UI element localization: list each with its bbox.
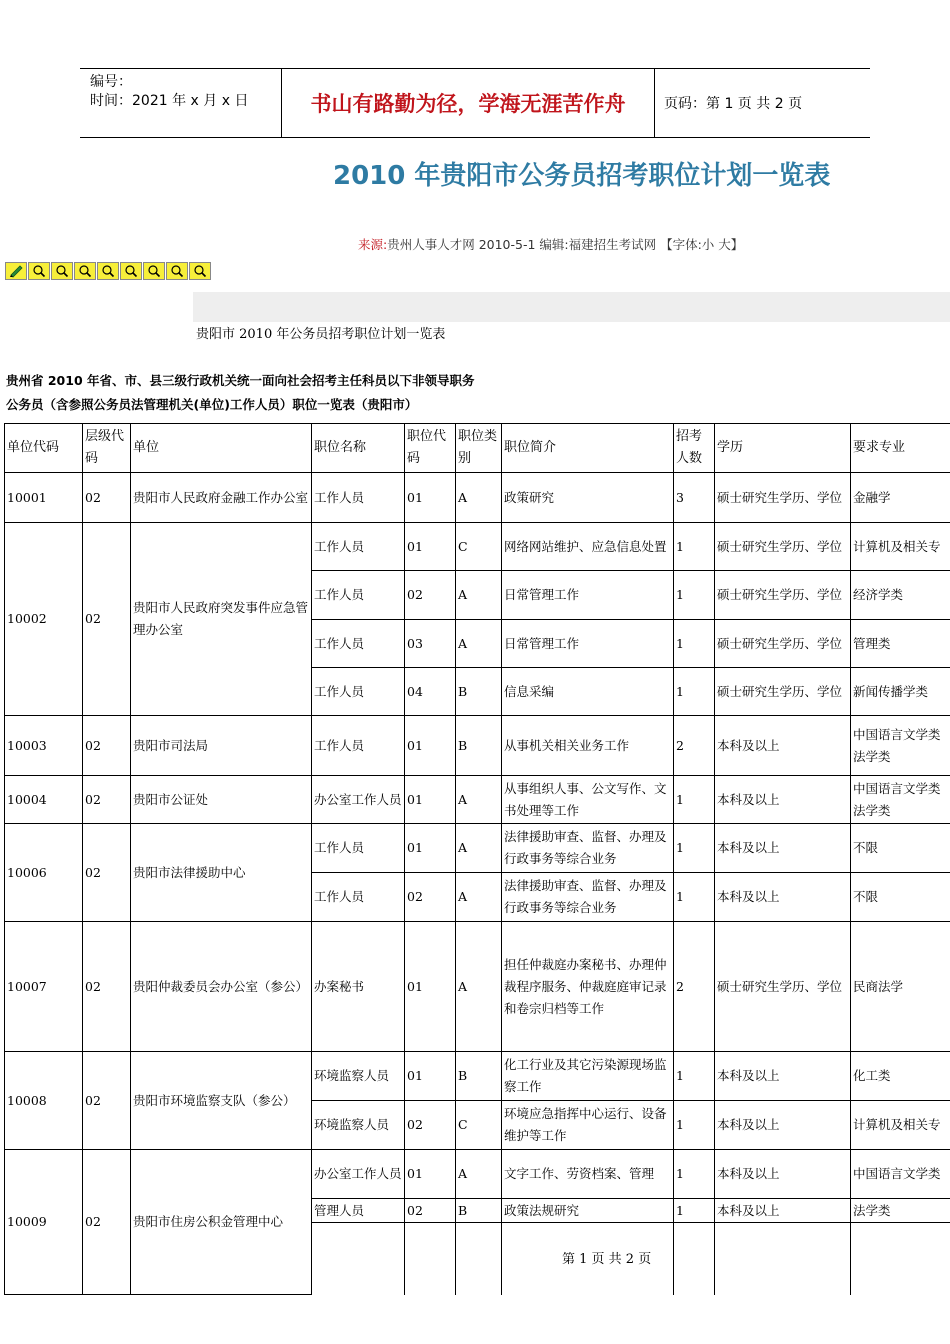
cell-level-code: 02 [83,473,131,523]
cell-position-type: C [456,1101,502,1150]
cell-position-type: A [456,824,502,873]
cell-description: 法律援助审查、监督、办理及行政事务等综合业务 [502,873,674,922]
cell-position-name: 环境监察人员 [312,1101,405,1150]
cell-description: 日常管理工作 [502,620,674,668]
cell-position-name: 办公室工作人员 [312,1150,405,1199]
table-title-line2: 公务员（含参照公务员法管理机关(单位)工作人员）职位一览表（贵阳市） [6,397,418,412]
cell-count: 1 [674,1101,715,1150]
pen-icon[interactable] [143,262,165,280]
date-label: 时间：2021 年 x 月 x 日 [90,93,249,109]
cell-position-name: 办案秘书 [312,922,405,1052]
cell-position-type: B [456,1199,502,1223]
cell-unit-code: 10003 [5,716,83,776]
cell-position-name: 工作人员 [312,824,405,873]
cell-education: 本科及以上 [715,1199,851,1223]
cell-major: 管理类 [851,620,950,668]
cell-unit: 贵阳市住房公积金管理中心 [131,1150,312,1295]
cell-count: 1 [674,523,715,571]
cell-level-code: 02 [83,922,131,1052]
cell-position-code: 01 [405,1052,456,1101]
cell-unit-code: 10007 [5,922,83,1052]
cell-position-code: 02 [405,873,456,922]
cell-level-code: 02 [83,716,131,776]
cell-count: 1 [674,668,715,716]
cell-education: 硕士研究生学历、学位 [715,668,851,716]
number-label: 编号： [90,74,132,90]
toolbar [5,262,212,280]
cell-major: 不限 [851,873,950,922]
table-row [5,473,950,523]
cell-description: 担任仲裁庭办案秘书、办理仲裁程序服务、仲裁庭庭审记录和卷宗归档等工作 [502,922,674,1052]
cell-unit: 贵阳市环境监察支队（参公） [131,1052,312,1150]
pen-icon[interactable] [28,262,50,280]
cell-unit: 贵阳市司法局 [131,716,312,776]
cell-position-name: 办公室工作人员 [312,776,405,824]
cell-description: 网络网站维护、应急信息处置 [502,523,674,571]
cell-level-code: 02 [83,1052,131,1150]
cell-unit-code: 10008 [5,1052,83,1150]
cell-education: 本科及以上 [715,1101,851,1150]
cell-count: 1 [674,824,715,873]
cell-major: 计算机及相关专 [851,1101,950,1150]
cell-position-code: 01 [405,716,456,776]
cell-position-type: A [456,1150,502,1199]
cell-unit: 贵阳市人民政府金融工作办公室 [131,473,312,523]
cell-education: 硕士研究生学历、学位 [715,571,851,620]
cell-major: 中国语言文学类 [851,1150,950,1199]
cell-major: 不限 [851,824,950,873]
cell-description: 从事机关相关业务工作 [502,716,674,776]
cell-position-code: 01 [405,523,456,571]
cell-count: 3 [674,473,715,523]
column-header: 职位名称 [312,424,405,473]
cell-position-code: 01 [405,776,456,824]
cell-education: 本科及以上 [715,716,851,776]
positions-table [4,423,950,1295]
cell-description: 从事组织人事、公文写作、文书处理等工作 [502,776,674,824]
cell-position-name: 工作人员 [312,873,405,922]
table-header-row [5,424,950,473]
column-header: 层级代码 [83,424,131,473]
cell-major: 经济学类 [851,571,950,620]
pen-icon[interactable] [189,262,211,280]
cell-education: 硕士研究生学历、学位 [715,922,851,1052]
column-header: 职位代码 [405,424,456,473]
cell-count: 1 [674,1150,715,1199]
cell-education: 本科及以上 [715,1150,851,1199]
cell-count: 2 [674,716,715,776]
cell-count: 1 [674,776,715,824]
cell-position-name: 工作人员 [312,620,405,668]
cell-position-name: 管理人员 [312,1199,405,1223]
column-header: 单位代码 [5,424,83,473]
cell-description: 日常管理工作 [502,571,674,620]
table-row [5,922,950,1052]
pen-icon[interactable] [51,262,73,280]
cell-position-code: 01 [405,824,456,873]
cell-position-name: 环境监察人员 [312,1052,405,1101]
cell-major: 中国语言文学类 法学类 [851,716,950,776]
cell-unit: 贵阳市人民政府突发事件应急管理办公室 [131,523,312,716]
cell-position-code: 02 [405,571,456,620]
cell-position-code: 01 [405,1150,456,1199]
cell-level-code: 02 [83,523,131,716]
cell-major: 金融学 [851,473,950,523]
cell-position-type: A [456,620,502,668]
cell-description: 化工行业及其它污染源现场监察工作 [502,1052,674,1101]
cell-count: 1 [674,1199,715,1223]
cell-position-name: 工作人员 [312,716,405,776]
cell-description: 政策研究 [502,473,674,523]
gray-band [193,292,950,322]
cell-unit: 贵阳仲裁委员会办公室（参公） [131,922,312,1052]
print-icon[interactable] [5,262,27,280]
cell-position-type: A [456,473,502,523]
cell-position-code: 02 [405,1101,456,1150]
subtitle: 贵阳市 2010 年公务员招考职位计划一览表 [196,327,446,342]
cell-level-code: 02 [83,824,131,922]
column-header: 招考人数 [674,424,715,473]
cell-position-name: 工作人员 [312,473,405,523]
cell-description: 政策法规研究 [502,1199,674,1223]
column-header: 学历 [715,424,851,473]
cell-position-name: 工作人员 [312,523,405,571]
cell-count: 1 [674,873,715,922]
cell-position-code: 04 [405,668,456,716]
column-header: 职位类别 [456,424,502,473]
table-row [5,1052,950,1101]
source-label: 来源: [358,237,388,252]
motto: 书山有路勤为径，学海无涯苦作舟 [310,92,626,116]
table-row [5,824,950,873]
cell-major: 中国语言文学类 法学类 [851,776,950,824]
page-footer: 第 1 页 共 2 页 [562,1252,652,1267]
cell-position-type: C [456,523,502,571]
column-header: 单位 [131,424,312,473]
cell-count: 1 [674,1052,715,1101]
source-text[interactable]: 贵州人事人才网 2010-5-1 编辑:福建招生考试网 【字体:小 大】 [387,237,744,252]
cell-position-code: 03 [405,620,456,668]
page-info: 页码：第 1 页 共 2 页 [664,96,803,112]
cell-position-type: B [456,1052,502,1101]
cell-position-code: 02 [405,1199,456,1223]
cell-education: 硕士研究生学历、学位 [715,620,851,668]
cell-unit-code: 10006 [5,824,83,922]
column-header: 职位简介 [502,424,674,473]
source-line [358,235,743,253]
cell-count: 1 [674,620,715,668]
cell-major: 计算机及相关专 [851,523,950,571]
pen-icon[interactable] [120,262,142,280]
table-row [5,523,950,571]
table-row [5,1150,950,1199]
cell-unit-code: 10002 [5,523,83,716]
cell-unit-code: 10009 [5,1150,83,1295]
document-header [80,68,870,138]
cell-position-type: A [456,873,502,922]
table-title-line1: 贵州省 2010 年省、市、县三级行政机关统一面向社会招考主任科员以下非领导职务 [6,373,475,388]
cell-education: 硕士研究生学历、学位 [715,473,851,523]
cell-major: 法学类 [851,1199,950,1223]
cell-position-code: 01 [405,922,456,1052]
cell-education: 本科及以上 [715,873,851,922]
cell-education: 本科及以上 [715,824,851,873]
cell-unit: 贵阳市法律援助中心 [131,824,312,922]
cell-position-type: A [456,922,502,1052]
pen-icon[interactable] [166,262,188,280]
table-row [5,716,950,776]
cell-position-type: B [456,668,502,716]
cell-major: 化工类 [851,1052,950,1101]
table-row [5,776,950,824]
cell-major: 民商法学 [851,922,950,1052]
cell-level-code: 02 [83,1150,131,1295]
cell-unit: 贵阳市公证处 [131,776,312,824]
page-title: 2010 年贵阳市公务员招考职位计划一览表 [333,161,831,191]
cell-description: 法律援助审查、监督、办理及行政事务等综合业务 [502,824,674,873]
cell-position-code: 01 [405,473,456,523]
cell-description: 文字工作、劳资档案、管理 [502,1150,674,1199]
cell-position-name: 工作人员 [312,571,405,620]
column-header: 要求专业 [851,424,950,473]
cell-education: 本科及以上 [715,1052,851,1101]
cell-description: 信息采编 [502,668,674,716]
cell-level-code: 02 [83,776,131,824]
cell-count: 1 [674,571,715,620]
cell-position-type: A [456,571,502,620]
cell-count: 2 [674,922,715,1052]
cell-description: 环境应急指挥中心运行、设备维护等工作 [502,1101,674,1150]
cell-unit-code: 10001 [5,473,83,523]
cell-unit-code: 10004 [5,776,83,824]
cell-education: 本科及以上 [715,776,851,824]
divider [654,69,655,137]
pen-icon[interactable] [74,262,96,280]
pen-icon[interactable] [97,262,119,280]
cell-position-type: A [456,776,502,824]
cell-position-name: 工作人员 [312,668,405,716]
header-meta [90,73,248,111]
cell-major: 新闻传播学类 [851,668,950,716]
cell-position-type: B [456,716,502,776]
cell-education: 硕士研究生学历、学位 [715,523,851,571]
